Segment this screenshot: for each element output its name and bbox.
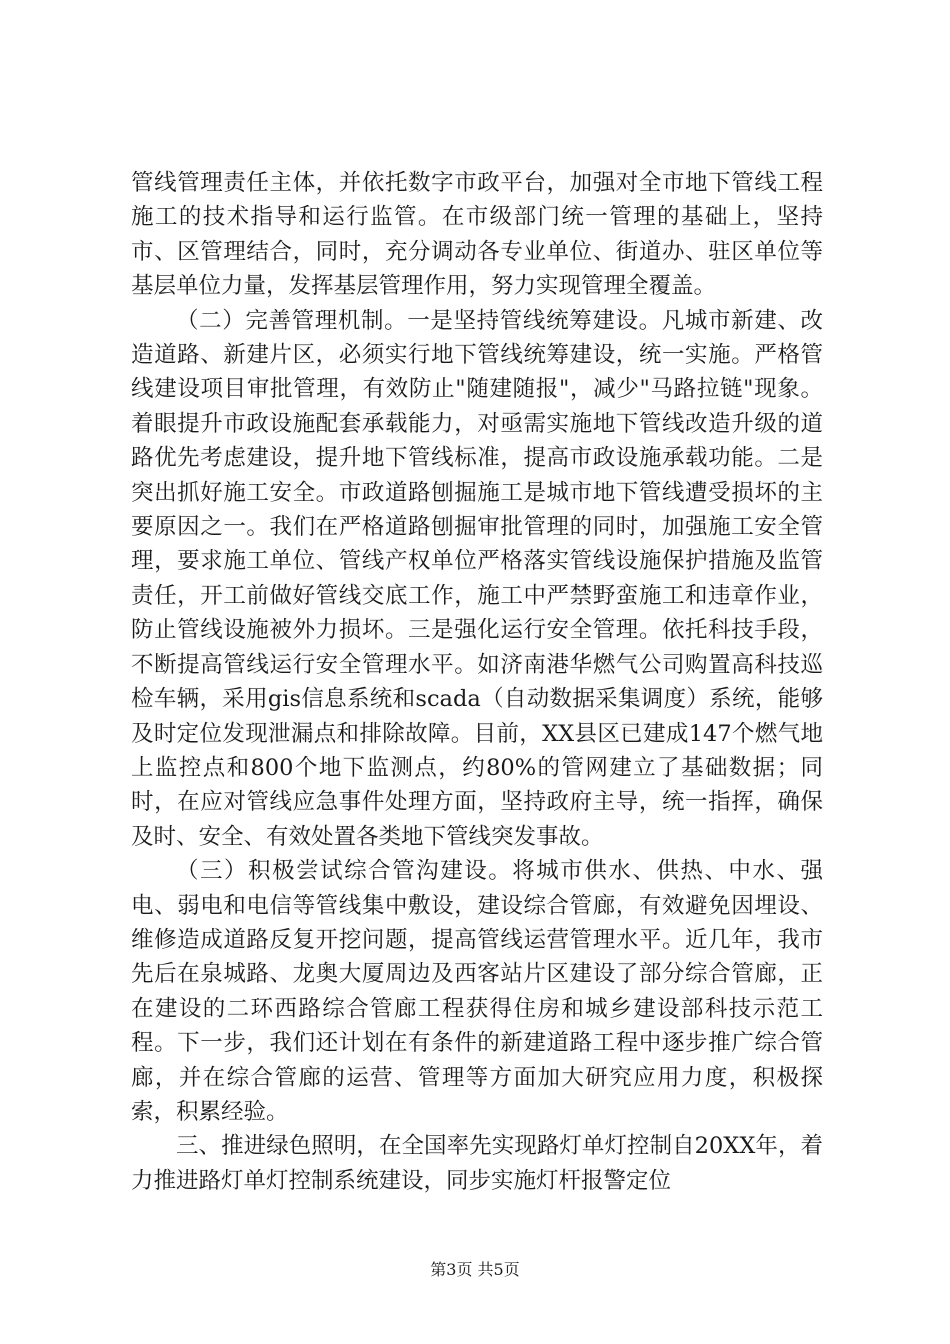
paragraph-green-lighting: 三、推进绿色照明，在全国率先实现路灯单灯控制自20XX年，着力推进路灯单灯控制系统建设，同步实施灯杆报警定位 bbox=[131, 1133, 823, 1194]
paragraph-continuation: 管线管理责任主体，并依托数字市政平台，加强对全市地下管线工程施工的技术指导和运行监管。在市级部门统一管理的基础上，坚持市、区管理结合，同时，充分调动各专业单位、街道办、驻区单位等基层单位力量，发挥基层管理作用，努力实现管理全覆盖。 bbox=[131, 170, 823, 300]
paragraph-utility-tunnel: （三）积极尝试综合管沟建设。将城市供水、供热、中水、强电、弱电和电信等管线集中敷设，建设综合管廊，有效避免因埋设、维修造成道路反复开挖问题，提高管线运营管理水平。近几年，我市先后在泉城路、龙奥大厦周边及西客站片区建设了部分综合管廊，正在建设的二环西路综合管廊工程获得住房和城乡建设部科技示范工程。下一步，我们还计划在有条件的新建道路工程中逐步推广综合管廊，并在综合管廊的运营、管理等方面加大研究应用力度，积极探索，积累经验。 bbox=[131, 858, 823, 1125]
page-number-footer: 第3页 共5页 bbox=[430, 1260, 520, 1279]
paragraph-management-mechanism: （二）完善管理机制。一是坚持管线统筹建设。凡城市新建、改造道路、新建片区，必须实行地下管线统筹建设，统一实施。严格管线建设项目审批管理，有效防止"随建随报"，减少"马路拉链"现象。着眼提升市政设施配套承载能力，对亟需实施地下管线改造升级的道路优先考虑建设，提升地下管线标准，提高市政设施承载功能。二是突出抓好施工安全。市政道路刨掘施工是城市地下管线遭受损坏的主要原因之一。我们在严格道路刨掘审批管理的同时，加强施工安全管理，要求施工单位、管线产权单位严格落实管线设施保护措施及监管责任，开工前做好管线交底工作，施工中严禁野蛮施工和违章作业，防止管线设施被外力损坏。三是强化运行安全管理。依托科技手段，不断提高管线运行安全管理水平。如济南港华燃气公司购置高科技巡检车辆，采用gis信息系统和scada（自动数据采集调度）系统，能够及时定位发现泄漏点和排除故障。目前，XX县区已建成147个燃气地上监控点和800个地下监测点，约80%的管网建立了基础数据；同时，在应对管线应急事件处理方面，坚持政府主导，统一指挥，确保及时、安全、有效处置各类地下管线突发事故。 bbox=[131, 307, 823, 850]
document-body bbox=[131, 166, 823, 1198]
